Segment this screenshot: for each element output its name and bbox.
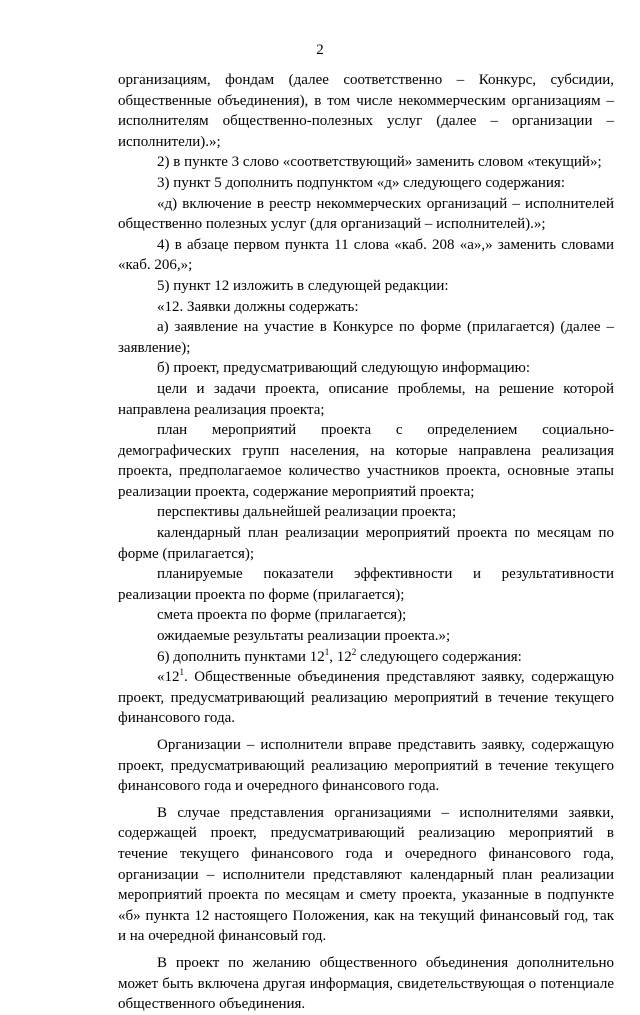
paragraph: организациям, фондам (далее соответственно – Конкурс, субсидии, общественные объединения), в том числе некоммерческим организациям – исполнителям общественно-полезных услуг (далее – организации – исполнители).»; [118,72,614,150]
paragraph: 3) пункт 5 дополнить подпунктом «д» следующего содержания: [157,174,565,191]
paragraph: 5) пункт 12 изложить в следующей редакции: [157,277,449,294]
paragraph: б) проект, предусматривающий следующую информацию: [157,360,531,377]
paragraph: смета проекта по форме (прилагается); [157,607,407,624]
item-6-prefix: 6) дополнить пунктами 12 [157,648,325,665]
p12-1-prefix: «12 [157,669,180,686]
item-6-mid: , 12 [329,648,352,665]
superscript: 1 [179,667,184,678]
paragraph: а) заявление на участие в Конкурсе по форме (прилагается) (далее – заявление); [118,319,614,356]
paragraph: «12. Заявки должны содержать: [157,298,359,315]
document-body [118,70,614,1015]
superscript: 1 [324,646,330,657]
paragraph-12-1 [118,667,614,729]
paragraph: Организации – исполнители вправе представить заявку, содержащую проект, предусматривающий реализацию мероприятий в течение текущего финансового года и очередного финансового года. [118,737,614,795]
paragraph: цели и задачи проекта, описание проблемы, на решение которой направлена реализация проекта; [118,380,614,418]
paragraph: планируемые показатели эффективности и результативности реализации проекта по форме (прилагается); [118,566,614,603]
paragraph: календарный план реализации мероприятий проекта по месяцам по форме (прилагается); [118,525,614,562]
item-6-suffix: следующего содержания: [356,648,522,665]
paragraph: план мероприятий проекта с определением социально-демографических групп населения, на которые направлена реализация проекта, предполагаемое количество участников проекта, основные этапы реализации проекта, содержание мероприятий проекта; [118,422,614,500]
paragraph: «д) включение в реестр некоммерческих организаций – исполнителей общественно полезных услуг (для организаций – исполнителей).»; [118,195,614,233]
paragraph: перспективы дальнейшей реализации проекта; [157,504,457,521]
paragraph: 4) в абзаце первом пункта 11 слова «каб. 208 «а»,» заменить словами «каб. 206,»; [118,236,614,274]
superscript: 2 [351,646,357,657]
paragraph: 2) в пункте 3 слово «соответствующий» заменить словом «текущий»; [157,154,602,171]
paragraph: ожидаемые результаты реализации проекта.»; [157,628,451,645]
p12-1-text: . Общественные объединения представляют заявку, содержащую проект, предусматривающий реализацию мероприятий в течение текущего финансового года. [118,669,614,727]
paragraph-item-6 [118,647,614,668]
paragraph: В проект по желанию общественного объединения дополнительно может быть включена другая информация, свидетельствующая о потенциале общественного объединения. [118,954,614,1013]
paragraph: В случае представления организациями – исполнителями заявки, содержащей проект, предусматривающий реализацию мероприятий в течение текущего финансового года и очередного финансового года, организации – исполнители представляют календарный план реализации мероприятий проекта по месяцам и смету проекта, указанные в подпункте «б» пункта 12 настоящего Положения, как на текущий финансовый год, так и на очередной финансовый год. [118,804,614,945]
page-number: 2 [316,42,324,58]
